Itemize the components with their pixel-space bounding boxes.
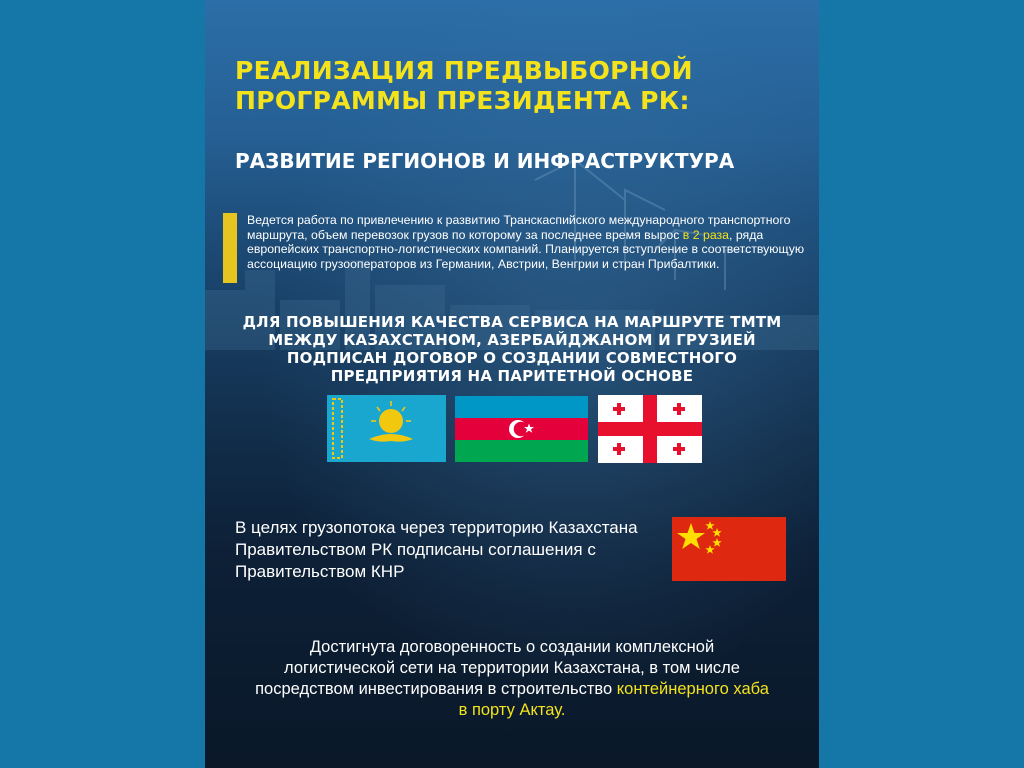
quote-text-end: , ряда европейских транспортно-логистических компаний. Планируется вступление в соответствующую ассоциацию грузооператоров из Германии, Австрии, Венгрии и стран Прибалтики. <box>247 227 805 271</box>
georgia-flag <box>598 395 702 463</box>
china-agreement-text: В целях грузопотока через территорию Казахстана Правительством РК подписаны соглашения с Правительством КНР <box>235 518 638 581</box>
poster <box>205 0 819 768</box>
quote-text <box>247 213 813 271</box>
network-highlight: контейнерного хаба в порту Актау. <box>458 680 769 719</box>
china-flag <box>672 517 786 581</box>
quote-text-start: Ведется работа по привлечению к развитию Транскаспийского международного транспортного маршрута, объем перевозок грузов по которому за последнее время вырос <box>247 213 791 242</box>
azerbaijan-flag <box>455 396 588 462</box>
poster-title: РЕАЛИЗАЦИЯ ПРЕДВЫБОРНОЙ ПРОГРАММЫ ПРЕЗИДЕНТА РК: <box>235 56 693 115</box>
quote-accent-bar <box>223 213 237 283</box>
quote-highlight: в 2 раза <box>682 227 730 242</box>
joint-venture-heading: ДЛЯ ПОВЫШЕНИЯ КАЧЕСТВА СЕРВИСА НА МАРШРУТЕ ТМТМ МЕЖДУ КАЗАХСТАНОМ, АЗЕРБАЙДЖАНОМ И ГРУЗИЕЙ ПОДПИСАН ДОГОВОР О СОЗДАНИИ СОВМЕСТНОГО ПРЕДПРИЯТИЯ НА ПАРИТЕТНОЙ ОСНОВЕ <box>242 313 782 385</box>
poster-subtitle: РАЗВИТИЕ РЕГИОНОВ И ИНФРАСТРУКТУРА <box>235 149 735 173</box>
logistics-network-text <box>255 637 769 721</box>
kazakhstan-flag <box>327 395 446 462</box>
tmtm-quote-block <box>223 213 813 283</box>
network-text: Достигнута договоренность о создании комплексной логистической сети на территории Казахстана, в том числе посредством инвестирования в строительство <box>255 638 740 698</box>
